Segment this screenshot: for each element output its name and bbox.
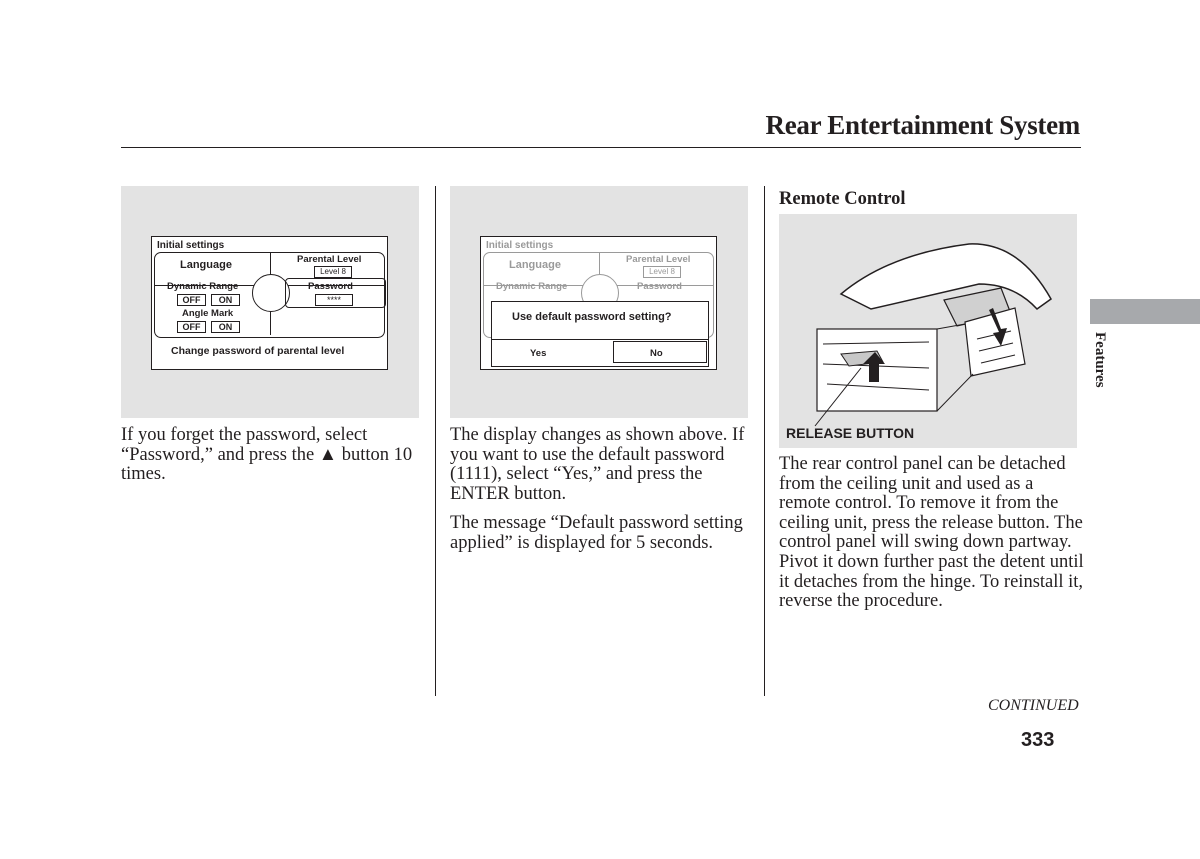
paragraph: The rear control panel can be detached from the ceiling unit and used as a remote control. To remove it from the ceiling unit, press the release button. The control panel will swing down partway. Pivot it down further past the detent until it detaches from the hinge. To reinstall it, reverse the procedure.: [779, 454, 1084, 612]
default-password-figure: [450, 186, 748, 418]
confirm-dialog: [491, 301, 709, 367]
settings-screen-figure: [121, 186, 419, 418]
dynamic-range-on: ON: [211, 294, 240, 306]
angle-mark-on: ON: [211, 321, 240, 333]
change-password-button: Change password of parental level: [171, 345, 345, 357]
initial-settings-screen: [151, 236, 388, 370]
ceiling-unit-illustration: [779, 214, 1077, 448]
column-1-text: [121, 426, 421, 495]
no-button: No: [650, 348, 663, 359]
screen-title: Initial settings: [157, 240, 225, 251]
password-label: Password: [308, 281, 353, 292]
column-divider: [764, 186, 765, 696]
parental-level-value: Level 8: [314, 266, 352, 278]
dialog-message: Use default password setting?: [512, 311, 672, 323]
password-label: Password: [637, 281, 682, 292]
column-divider: [435, 186, 436, 696]
angle-mark-off: OFF: [177, 321, 206, 333]
dialog-divider: [492, 339, 708, 340]
section-tab: [1090, 299, 1200, 324]
language-label: Language: [180, 259, 232, 271]
page-title: Rear Entertainment System: [765, 110, 1080, 140]
paragraph: The message “Default password setting applied” is displayed for 5 seconds.: [450, 513, 743, 553]
remote-control-figure: [779, 214, 1077, 448]
paragraph: If you forget the password, select “Password,” and press the ▲ button 10 times.: [121, 425, 413, 485]
dynamic-range-label: Dynamic Range: [496, 281, 568, 292]
dynamic-range-off: OFF: [177, 294, 206, 306]
yes-button: Yes: [530, 348, 547, 359]
page-number: 333: [1021, 729, 1055, 751]
language-label: Language: [509, 259, 561, 271]
screen-title: Initial settings: [486, 240, 554, 251]
parental-level-label: Parental Level: [626, 254, 691, 265]
parental-level-value: Level 8: [643, 266, 681, 278]
title-rule: [121, 147, 1081, 148]
initial-settings-screen-faded: [480, 236, 717, 370]
column-3-text: [779, 455, 1084, 622]
section-heading: Remote Control: [779, 189, 906, 209]
continued-marker: CONTINUED: [988, 697, 1079, 714]
dynamic-range-label: Dynamic Range: [167, 281, 239, 292]
paragraph: The display changes as shown above. If you want to use the default password (1111), select “Yes,” and press the ENTER button.: [450, 425, 745, 504]
column-2-text: [450, 426, 755, 564]
password-value: ****: [315, 294, 353, 306]
section-tab-text: Features: [1092, 332, 1108, 388]
release-button-label: RELEASE BUTTON: [786, 425, 915, 441]
angle-mark-label: Angle Mark: [182, 308, 234, 319]
section-tab-label: [1086, 332, 1112, 402]
parental-level-label: Parental Level: [297, 254, 362, 265]
